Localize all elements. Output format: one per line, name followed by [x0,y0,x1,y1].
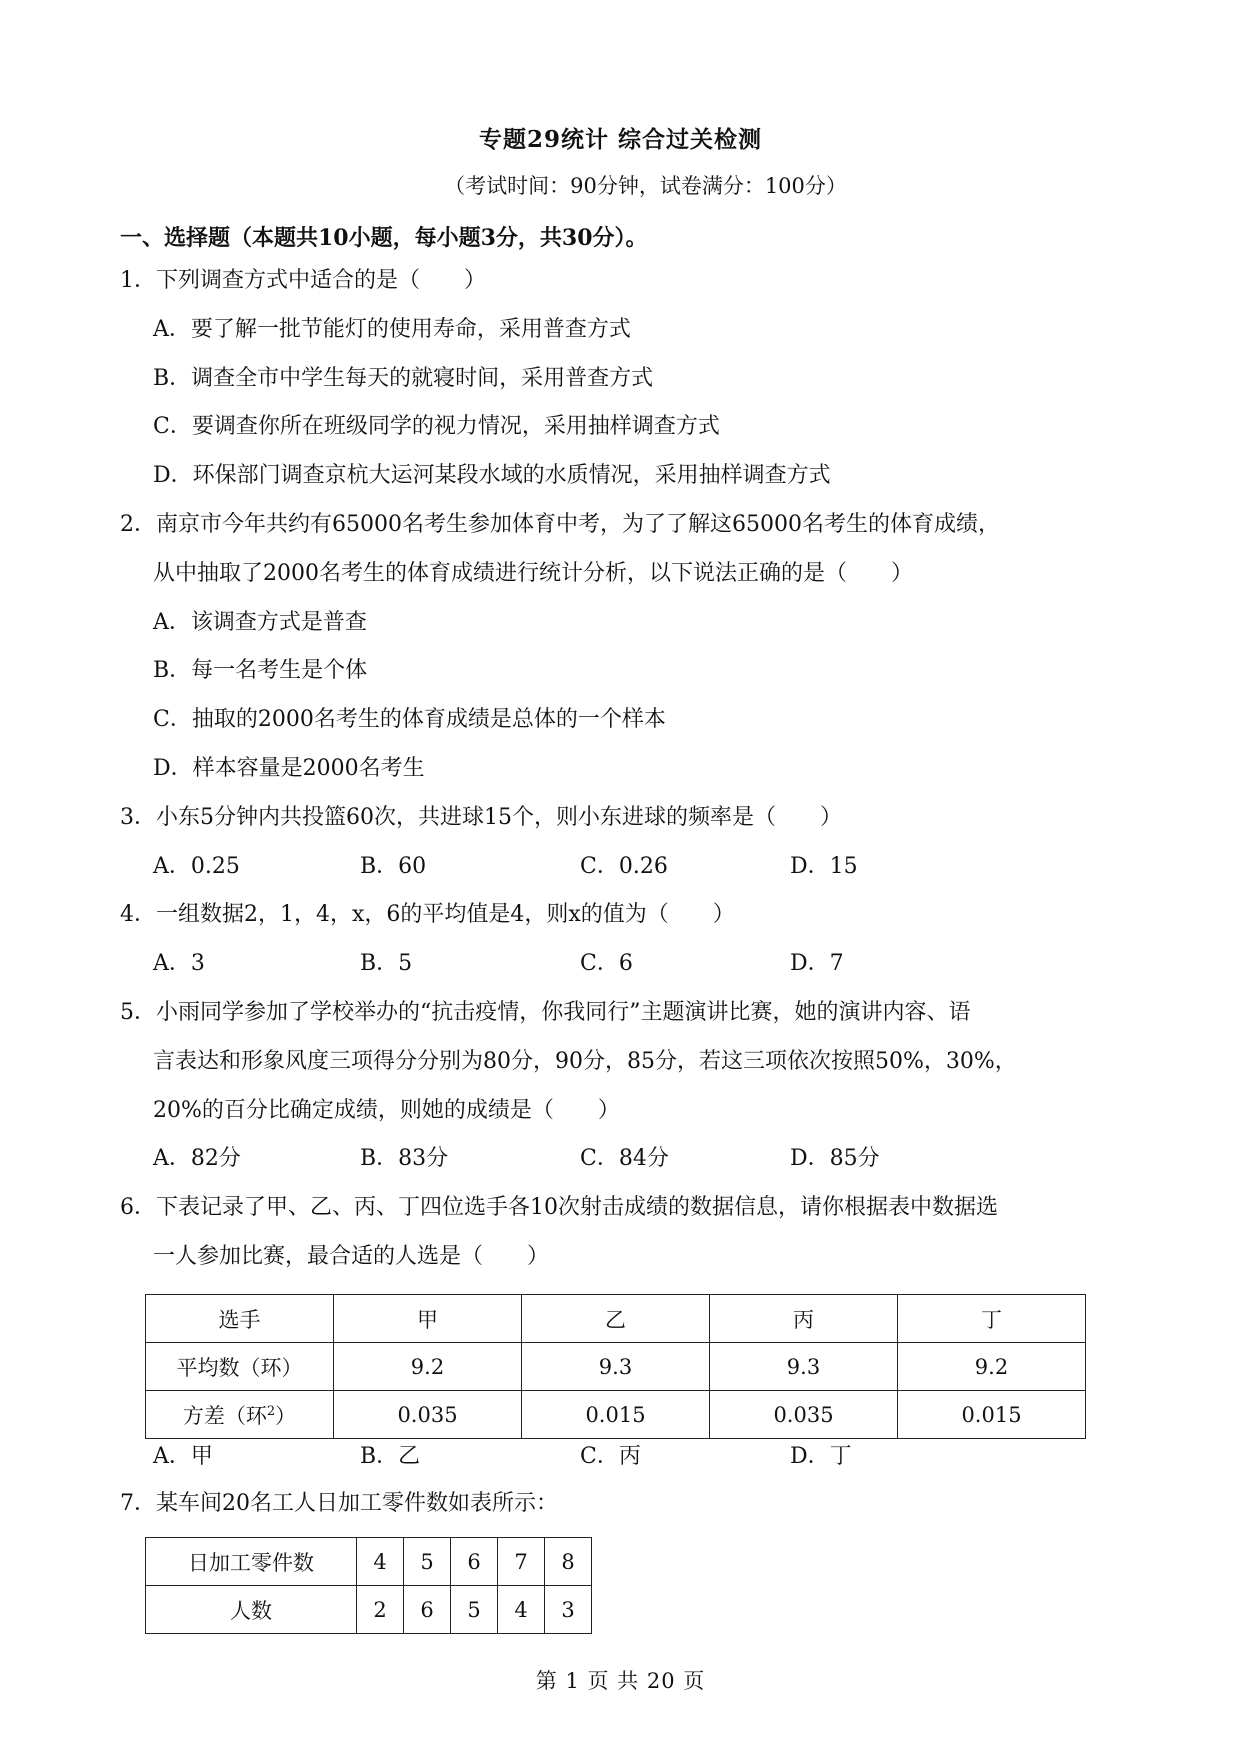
table-cell: 人数 [146,1586,357,1634]
superscript: 2 [266,1403,276,1419]
question-2-option-c: C．抽取的2000名考生的体育成绩是总体的一个样本 [153,707,666,732]
parts-per-worker-table [145,1537,592,1634]
table-cell: 5 [404,1538,451,1586]
question-6-option-b: B．乙 [360,1444,421,1469]
table-cell: 乙 [522,1295,710,1343]
question-4-option-b: B．5 [360,951,413,976]
question-6-option-d: D．丁 [790,1444,852,1469]
table-row [146,1343,1086,1391]
question-6-option-a: A．甲 [153,1444,213,1469]
question-1-option-a: A．要了解一批节能灯的使用寿命，采用普查方式 [153,317,631,342]
question-1-option-c: C．要调查你所在班级同学的视力情况，采用抽样调查方式 [153,414,720,439]
question-7-stem: 7．某车间20名工人日加工零件数如表所示： [120,1491,558,1516]
table-cell: 6 [451,1538,498,1586]
question-5-stem-line1: 5．小雨同学参加了学校举办的“抗击疫情，你我同行”主题演讲比赛，她的演讲内容、语 [120,1000,971,1025]
question-4-stem: 4．一组数据2，1，4，x，6的平均值是4，则x的值为（ ） [120,902,735,927]
question-3-option-c: C．0.26 [580,854,668,879]
variance-label-close: ） [275,1403,297,1428]
question-5-stem-line2: 言表达和形象风度三项得分分别为80分，90分，85分，若这三项依次按照50%，30%， [153,1049,1017,1074]
exam-info: （考试时间：90分钟，试卷满分：100分） [444,174,847,198]
table-cell: 丙 [710,1295,898,1343]
question-6-stem-line1: 6．下表记录了甲、乙、丙、丁四位选手各10次射击成绩的数据信息，请你根据表中数据选 [120,1195,998,1220]
table-cell: 4 [498,1586,545,1634]
question-4-option-a: A．3 [153,951,205,976]
page-title: 专题29统计 综合过关检测 [478,126,762,153]
table-cell [146,1391,334,1439]
table-cell: 日加工零件数 [146,1538,357,1586]
question-1-option-d: D．环保部门调查京杭大运河某段水域的水质情况，采用抽样调查方式 [153,463,831,488]
question-5-option-c: C．84分 [580,1146,669,1171]
table-cell: 9.3 [710,1343,898,1391]
question-6-stem-line2: 一人参加比赛，最合适的人选是（ ） [153,1244,550,1269]
table-cell: 平均数（环） [146,1343,334,1391]
table-cell: 5 [451,1586,498,1634]
table-cell: 8 [545,1538,592,1586]
question-6-option-c: C．丙 [580,1444,641,1469]
question-2-stem-line2: 从中抽取了2000名考生的体育成绩进行统计分析，以下说法正确的是（ ） [153,561,913,586]
question-3-stem: 3．小东5分钟内共投篮60次，共进球15个，则小东进球的频率是（ ） [120,805,842,830]
table-cell: 0.035 [710,1391,898,1439]
question-1-stem: 1．下列调查方式中适合的是（ ） [120,268,486,293]
table-cell: 0.015 [898,1391,1086,1439]
table-cell: 9.3 [522,1343,710,1391]
table-cell: 选手 [146,1295,334,1343]
table-cell: 0.015 [522,1391,710,1439]
question-5-option-d: D．85分 [790,1146,880,1171]
table-cell: 0.035 [334,1391,522,1439]
table-cell: 7 [498,1538,545,1586]
question-5-option-a: A．82分 [153,1146,241,1171]
table-cell: 3 [545,1586,592,1634]
question-2-option-d: D．样本容量是2000名考生 [153,756,425,781]
question-5-stem-line3: 20%的百分比确定成绩，则她的成绩是（ ） [153,1098,620,1123]
table-row [146,1586,592,1634]
variance-label: 方差（环 [182,1403,267,1428]
question-1-option-b: B．调查全市中学生每天的就寝时间，采用普查方式 [153,366,654,391]
question-3-option-b: B．60 [360,854,427,879]
question-3-option-d: D．15 [790,854,858,879]
table-row [146,1538,592,1586]
section-heading: 一、选择题（本题共10小题，每小题3分，共30分）。 [120,225,648,251]
question-4-option-c: C．6 [580,951,633,976]
table-cell: 4 [357,1538,404,1586]
table-row [146,1391,1086,1439]
question-3-option-a: A．0.25 [153,854,240,879]
table-cell: 9.2 [898,1343,1086,1391]
table-cell: 2 [357,1586,404,1634]
page-footer: 第 1 页 共 20 页 [535,1669,706,1693]
table-cell: 丁 [898,1295,1086,1343]
question-2-stem-line1: 2．南京市今年共约有65000名考生参加体育中考，为了了解这65000名考生的体育成绩， [120,512,1000,537]
table-cell: 甲 [334,1295,522,1343]
question-2-option-b: B．每一名考生是个体 [153,658,368,683]
table-cell: 9.2 [334,1343,522,1391]
question-2-option-a: A．该调查方式是普查 [153,610,367,635]
question-4-option-d: D．7 [790,951,844,976]
shooting-scores-table [145,1294,1086,1439]
table-header-row [146,1295,1086,1343]
table-cell: 6 [404,1586,451,1634]
question-5-option-b: B．83分 [360,1146,449,1171]
